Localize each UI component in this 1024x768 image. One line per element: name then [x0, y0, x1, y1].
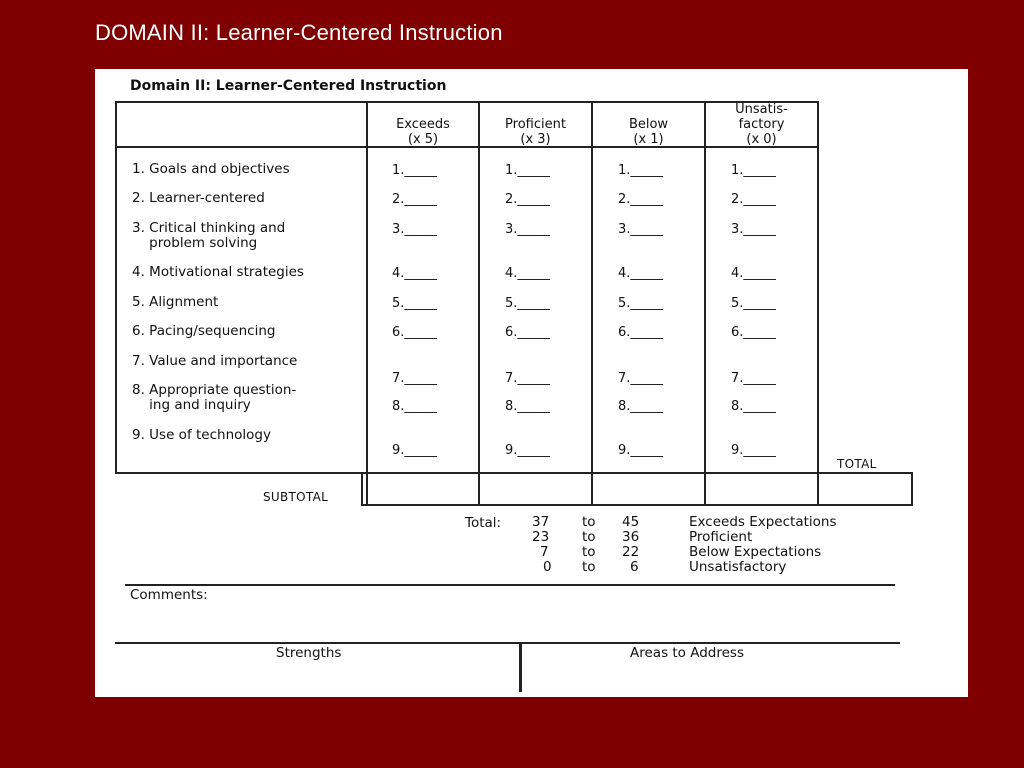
- score-blank[interactable]: 2._____: [731, 192, 776, 207]
- score-blank[interactable]: 9._____: [505, 443, 550, 458]
- score-blank[interactable]: 7._____: [618, 371, 663, 386]
- score-blank[interactable]: 6._____: [731, 325, 776, 340]
- score-blank[interactable]: 8._____: [618, 399, 663, 414]
- strengths-label: Strengths: [276, 645, 342, 661]
- column-divider-1: [366, 101, 368, 506]
- score-blank[interactable]: 4._____: [731, 266, 776, 281]
- column-header-unsatisfactory: Unsatis- factory (x 0): [735, 102, 788, 147]
- score-blank[interactable]: 6._____: [505, 325, 550, 340]
- criterion-9: 9. Use of technology: [132, 427, 271, 443]
- score-blank[interactable]: 7._____: [392, 371, 437, 386]
- score-blank[interactable]: 3._____: [618, 222, 663, 237]
- score-blank[interactable]: 5._____: [731, 296, 776, 311]
- areas-to-address-label: Areas to Address: [630, 645, 744, 661]
- score-blank[interactable]: 9._____: [392, 443, 437, 458]
- comments-label: Comments:: [130, 587, 208, 603]
- score-blank[interactable]: 3._____: [731, 222, 776, 237]
- criterion-3: 3. Critical thinking and problem solving: [132, 220, 286, 251]
- criterion-4: 4. Motivational strategies: [132, 264, 304, 280]
- criterion-1: 1. Goals and objectives: [132, 161, 290, 177]
- score-blank[interactable]: 2._____: [392, 192, 437, 207]
- score-blank[interactable]: 3._____: [392, 222, 437, 237]
- criterion-5: 5. Alignment: [132, 294, 219, 310]
- score-blank[interactable]: 1._____: [618, 163, 663, 178]
- score-blank[interactable]: 1._____: [392, 163, 437, 178]
- score-blank[interactable]: 6._____: [392, 325, 437, 340]
- column-divider-3: [591, 101, 593, 506]
- score-blank[interactable]: 5._____: [618, 296, 663, 311]
- column-header-below: Below (x 1): [628, 117, 669, 147]
- score-blank[interactable]: 5._____: [505, 296, 550, 311]
- criterion-6: 6. Pacing/sequencing: [132, 323, 276, 339]
- score-blank[interactable]: 8._____: [392, 399, 437, 414]
- score-blank[interactable]: 1._____: [505, 163, 550, 178]
- subtotal-label: SUBTOTAL: [263, 490, 329, 504]
- score-blank[interactable]: 3._____: [505, 222, 550, 237]
- total-box-top: [817, 472, 913, 474]
- total-label: TOTAL: [837, 457, 877, 471]
- score-blank[interactable]: 4._____: [392, 266, 437, 281]
- column-divider-5: [817, 101, 819, 506]
- slide-title: DOMAIN II: Learner-Centered Instruction: [95, 20, 503, 45]
- score-blank[interactable]: 4._____: [618, 266, 663, 281]
- column-divider-2: [478, 101, 480, 506]
- column-header-exceeds: Exceeds (x 5): [396, 117, 450, 147]
- criterion-8: 8. Appropriate question- ing and inquiry: [132, 382, 297, 413]
- score-blank[interactable]: 6._____: [618, 325, 663, 340]
- score-blank[interactable]: 8._____: [505, 399, 550, 414]
- score-blank[interactable]: 7._____: [505, 371, 550, 386]
- score-blank[interactable]: 2._____: [618, 192, 663, 207]
- criterion-7: 7. Value and importance: [132, 353, 298, 369]
- score-blank[interactable]: 9._____: [618, 443, 663, 458]
- comments-divider: [125, 584, 895, 586]
- total-box-right: [911, 472, 913, 506]
- table-left-border: [115, 101, 117, 474]
- score-blank[interactable]: 7._____: [731, 371, 776, 386]
- column-header-proficient: Proficient (x 3): [505, 117, 566, 147]
- score-blank[interactable]: 1._____: [731, 163, 776, 178]
- strengths-divider: [115, 642, 900, 644]
- score-blank[interactable]: 8._____: [731, 399, 776, 414]
- table-bottom-border: [115, 472, 819, 474]
- subtotal-row-bottom: [361, 504, 913, 506]
- scale-total-label: Total:: [465, 515, 502, 531]
- score-blank[interactable]: 9._____: [731, 443, 776, 458]
- score-blank[interactable]: 5._____: [392, 296, 437, 311]
- subtotal-box-left: [361, 472, 363, 506]
- strengths-areas-separator: [519, 644, 522, 692]
- form-title: Domain II: Learner-Centered Instruction: [130, 78, 447, 94]
- score-blank[interactable]: 4._____: [505, 266, 550, 281]
- criterion-2: 2. Learner-centered: [132, 190, 265, 206]
- score-blank[interactable]: 2._____: [505, 192, 550, 207]
- evaluation-form: Domain II: Learner-Centered Instruction Exceeds (x 5) Proficient (x 3) Below (x 1) Unsatis- factory (x 0) 1. Goals and objectives 2. Learner-centered 3. Critical thinking and problem solving 4. Motivational strategies 5. Alignment 6. Pacing/sequencing 7. Value and importance 8. Appropriate question- ing and inquiry 9. Use of technology 1._____ 2._____ 3._____ 4._____ 5._____ 6._____ 7._____ 8._____ 9._____ 1._____ 2._____ 3._____ 4._____ 5._____ 6._____ 7._____ 8._____ 9._____ 1._____ 2._____ 3._____ 4._____ 5._____ 6._____ 7._____ 8._____ 9._____ 1._____ 2._____ 3._____ 4._____ 5._____ 6._____ 7._____ 8._____ 9._____ TOTAL SUBTOTAL Total: 37 to 45 Exceeds Expectations 23 to 36 Proficient 7 to 22 Below Expectations 0 to 6 Unsatisfactory Comments: Strengths Areas to Address: [95, 69, 968, 697]
- column-divider-4: [704, 101, 706, 506]
